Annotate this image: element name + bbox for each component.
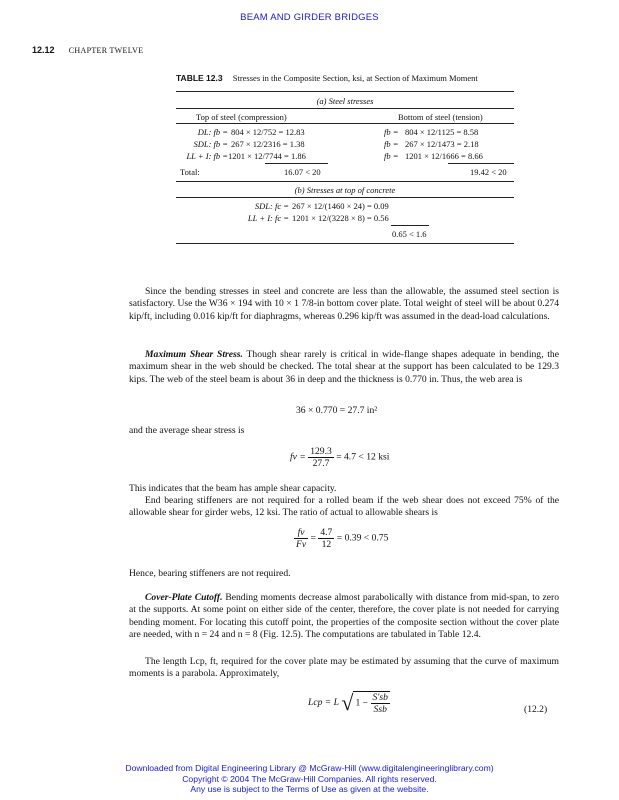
eq3-equals: = [310, 532, 316, 544]
row-bottom-value: 804 × 12/1125 = 8.58 [405, 127, 479, 137]
row-bottom-value: 1201 × 12/1666 = 8.66 [405, 151, 483, 161]
conc-row-value: 267 × 12/(1460 × 24) = 0.09 [292, 201, 389, 211]
total-label: Total: [180, 167, 200, 177]
footer-download-link[interactable]: Downloaded from Digital Engineering Library @ McGraw-Hill (www.digitalengineeringlibrary.com) [125, 763, 494, 773]
eq2-rhs: = 4.7 < 12 ksi [336, 451, 390, 463]
total-rule-top [265, 163, 328, 164]
row-top-value: 1201 × 12/7744 = 1.86 [228, 151, 306, 161]
row-bottom-label: fb = [384, 139, 399, 149]
heading-max-shear: Maximum Shear Stress. [145, 349, 243, 360]
eq4-numerator: S′sb [372, 692, 388, 703]
paragraph-length: The length Lcp, ft, required for the cover plate may be estimated by assuming that the curve of maximum moments is a parabola. Approximately, [129, 656, 559, 680]
eq3-numerator-1: fv [294, 527, 308, 539]
eq3-denominator-1: Fv [296, 539, 307, 550]
equation-cover-length [308, 691, 390, 715]
page-number: 12.12 [32, 45, 55, 55]
paragraph-avg-shear: and the average shear stress is [129, 425, 245, 436]
equation-shear-ratio [294, 527, 388, 550]
equation-web-area: 36 × 0.770 = 27.7 in² [296, 405, 378, 416]
footer [0, 763, 619, 795]
table-caption [176, 73, 478, 83]
header-rule [176, 123, 514, 124]
table-caption-text: Stresses in the Composite Section, ksi, at Section of Maximum Moment [232, 73, 478, 83]
eq4-lhs: Lcp = L [308, 697, 339, 709]
radical-sign-icon: √ [341, 690, 354, 715]
equation-number: (12.2) [524, 704, 548, 715]
eq3-numerator-2: 4.7 [320, 527, 333, 538]
table-bottom-rule [176, 243, 514, 244]
row-label: DL: fb = [197, 127, 228, 137]
col-header-top: Top of steel (compression) [196, 112, 287, 122]
paragraph-shear [129, 349, 559, 386]
footer-copyright: Copyright © 2004 The McGraw-Hill Companies. All rights reserved. [182, 773, 437, 784]
eq4-denominator: Ssb [373, 704, 387, 715]
table-top-rule [176, 91, 514, 92]
row-bottom-value: 267 × 12/1473 = 2.18 [405, 139, 479, 149]
heading-cover-plate: Cover-Plate Cutoff. [145, 592, 223, 603]
paragraph-not-required: Hence, bearing stiffeners are not required. [129, 568, 291, 579]
section-b-top-rule [176, 181, 514, 182]
footer-terms[interactable]: Any use is subject to the Terms of Use as given at the website. [190, 784, 429, 794]
conc-total-rule [391, 225, 429, 226]
chapter-title: CHAPTER TWELVE [68, 46, 144, 55]
eq4-one-minus: 1 − [355, 697, 369, 709]
paragraph-cover-plate [129, 592, 559, 641]
eq3-fraction-2 [318, 527, 334, 550]
row-top-value: 804 × 12/752 = 12.83 [231, 127, 305, 137]
paragraph-shear-text: Though shear rarely is critical in wide-flange shapes adequate in bending, the maximum shear in the web should be checked. The total shear at the support has been calculated to be 129.3 kips. The web of the steel beam is about 36 in deep and the thickness is 0.770 in. Thus, the web area is [129, 349, 559, 385]
eq4-fraction [371, 692, 390, 715]
equation-shear-stress [290, 446, 389, 469]
total-rule-bottom [448, 163, 514, 164]
paragraph-ample: This indicates that the beam has ample shear capacity. [129, 483, 337, 494]
row-top-value: 267 × 12/2316 = 1.38 [231, 139, 305, 149]
row-bottom-label: fb = [384, 127, 399, 137]
conc-row-label: LL + I: fc = [247, 213, 289, 223]
eq3-rhs: = 0.39 < 0.75 [336, 532, 389, 544]
table-section-b: (b) Stresses at top of concrete [294, 185, 396, 195]
conc-row-value: 1201 × 12/(3228 × 8) = 0.56 [292, 213, 389, 223]
paragraph-stiffeners: End bearing stiffeners are not required for a rolled beam if the web shear does not exceed 75% of the allowable shear for girder webs, 12 ksi. The ratio of actual to allowable shears is [129, 495, 559, 519]
running-head: BEAM AND GIRDER BRIDGES [240, 12, 379, 23]
eq2-denominator: 27.7 [312, 458, 330, 469]
eq2-lhs: fv = [290, 451, 306, 463]
eq2-fraction [308, 446, 334, 469]
row-label: SDL: fb = [193, 139, 228, 149]
page-header [32, 45, 143, 55]
paragraph-cover-plate-text: Bending moments decrease almost parabolically with distance from mid-span, to zero at the supports. At some point on either side of the center, therefore, the cover plate is not needed for carrying bending moment. For locating this cutoff point, the properties of the composite section without the cover plate are needed, with n = 24 and n = 8 (Fig. 12.5). The computations are tabulated in Table 12.4. [129, 592, 559, 640]
eq2-numerator: 129.3 [310, 446, 332, 457]
row-bottom-label: fb = [384, 151, 399, 161]
eq3-denominator-2: 12 [321, 539, 332, 550]
conc-total: 0.65 < 1.6 [392, 229, 427, 239]
col-header-bottom: Bottom of steel (tension) [398, 112, 483, 122]
paragraph-steel-check: Since the bending stresses in steel and concrete are less than the allowable, the assumed steel section is satisfactory. Use the W36 × 194 with 10 × 1 7/8-in bottom cover plate. Total weight of steel will be about 0.274 kip/ft, including 0.016 kip/ft for diaphragms, whereas 0.296 kip/ft was assumed in the dead-load calculations. [129, 286, 559, 322]
total-top: 16.07 < 20 [284, 167, 321, 177]
eq4-radicand [353, 691, 389, 715]
row-label: LL + I: fb = [186, 151, 228, 161]
eq3-fraction-1 [294, 527, 308, 550]
section-b-rule [176, 197, 514, 198]
table-section-a: (a) Steel stresses [316, 96, 374, 106]
section-a-rule [176, 108, 514, 109]
total-bottom: 19.42 < 20 [470, 167, 507, 177]
conc-row-label: SDL: fc = [254, 201, 289, 211]
table-label: TABLE 12.3 [176, 73, 223, 83]
